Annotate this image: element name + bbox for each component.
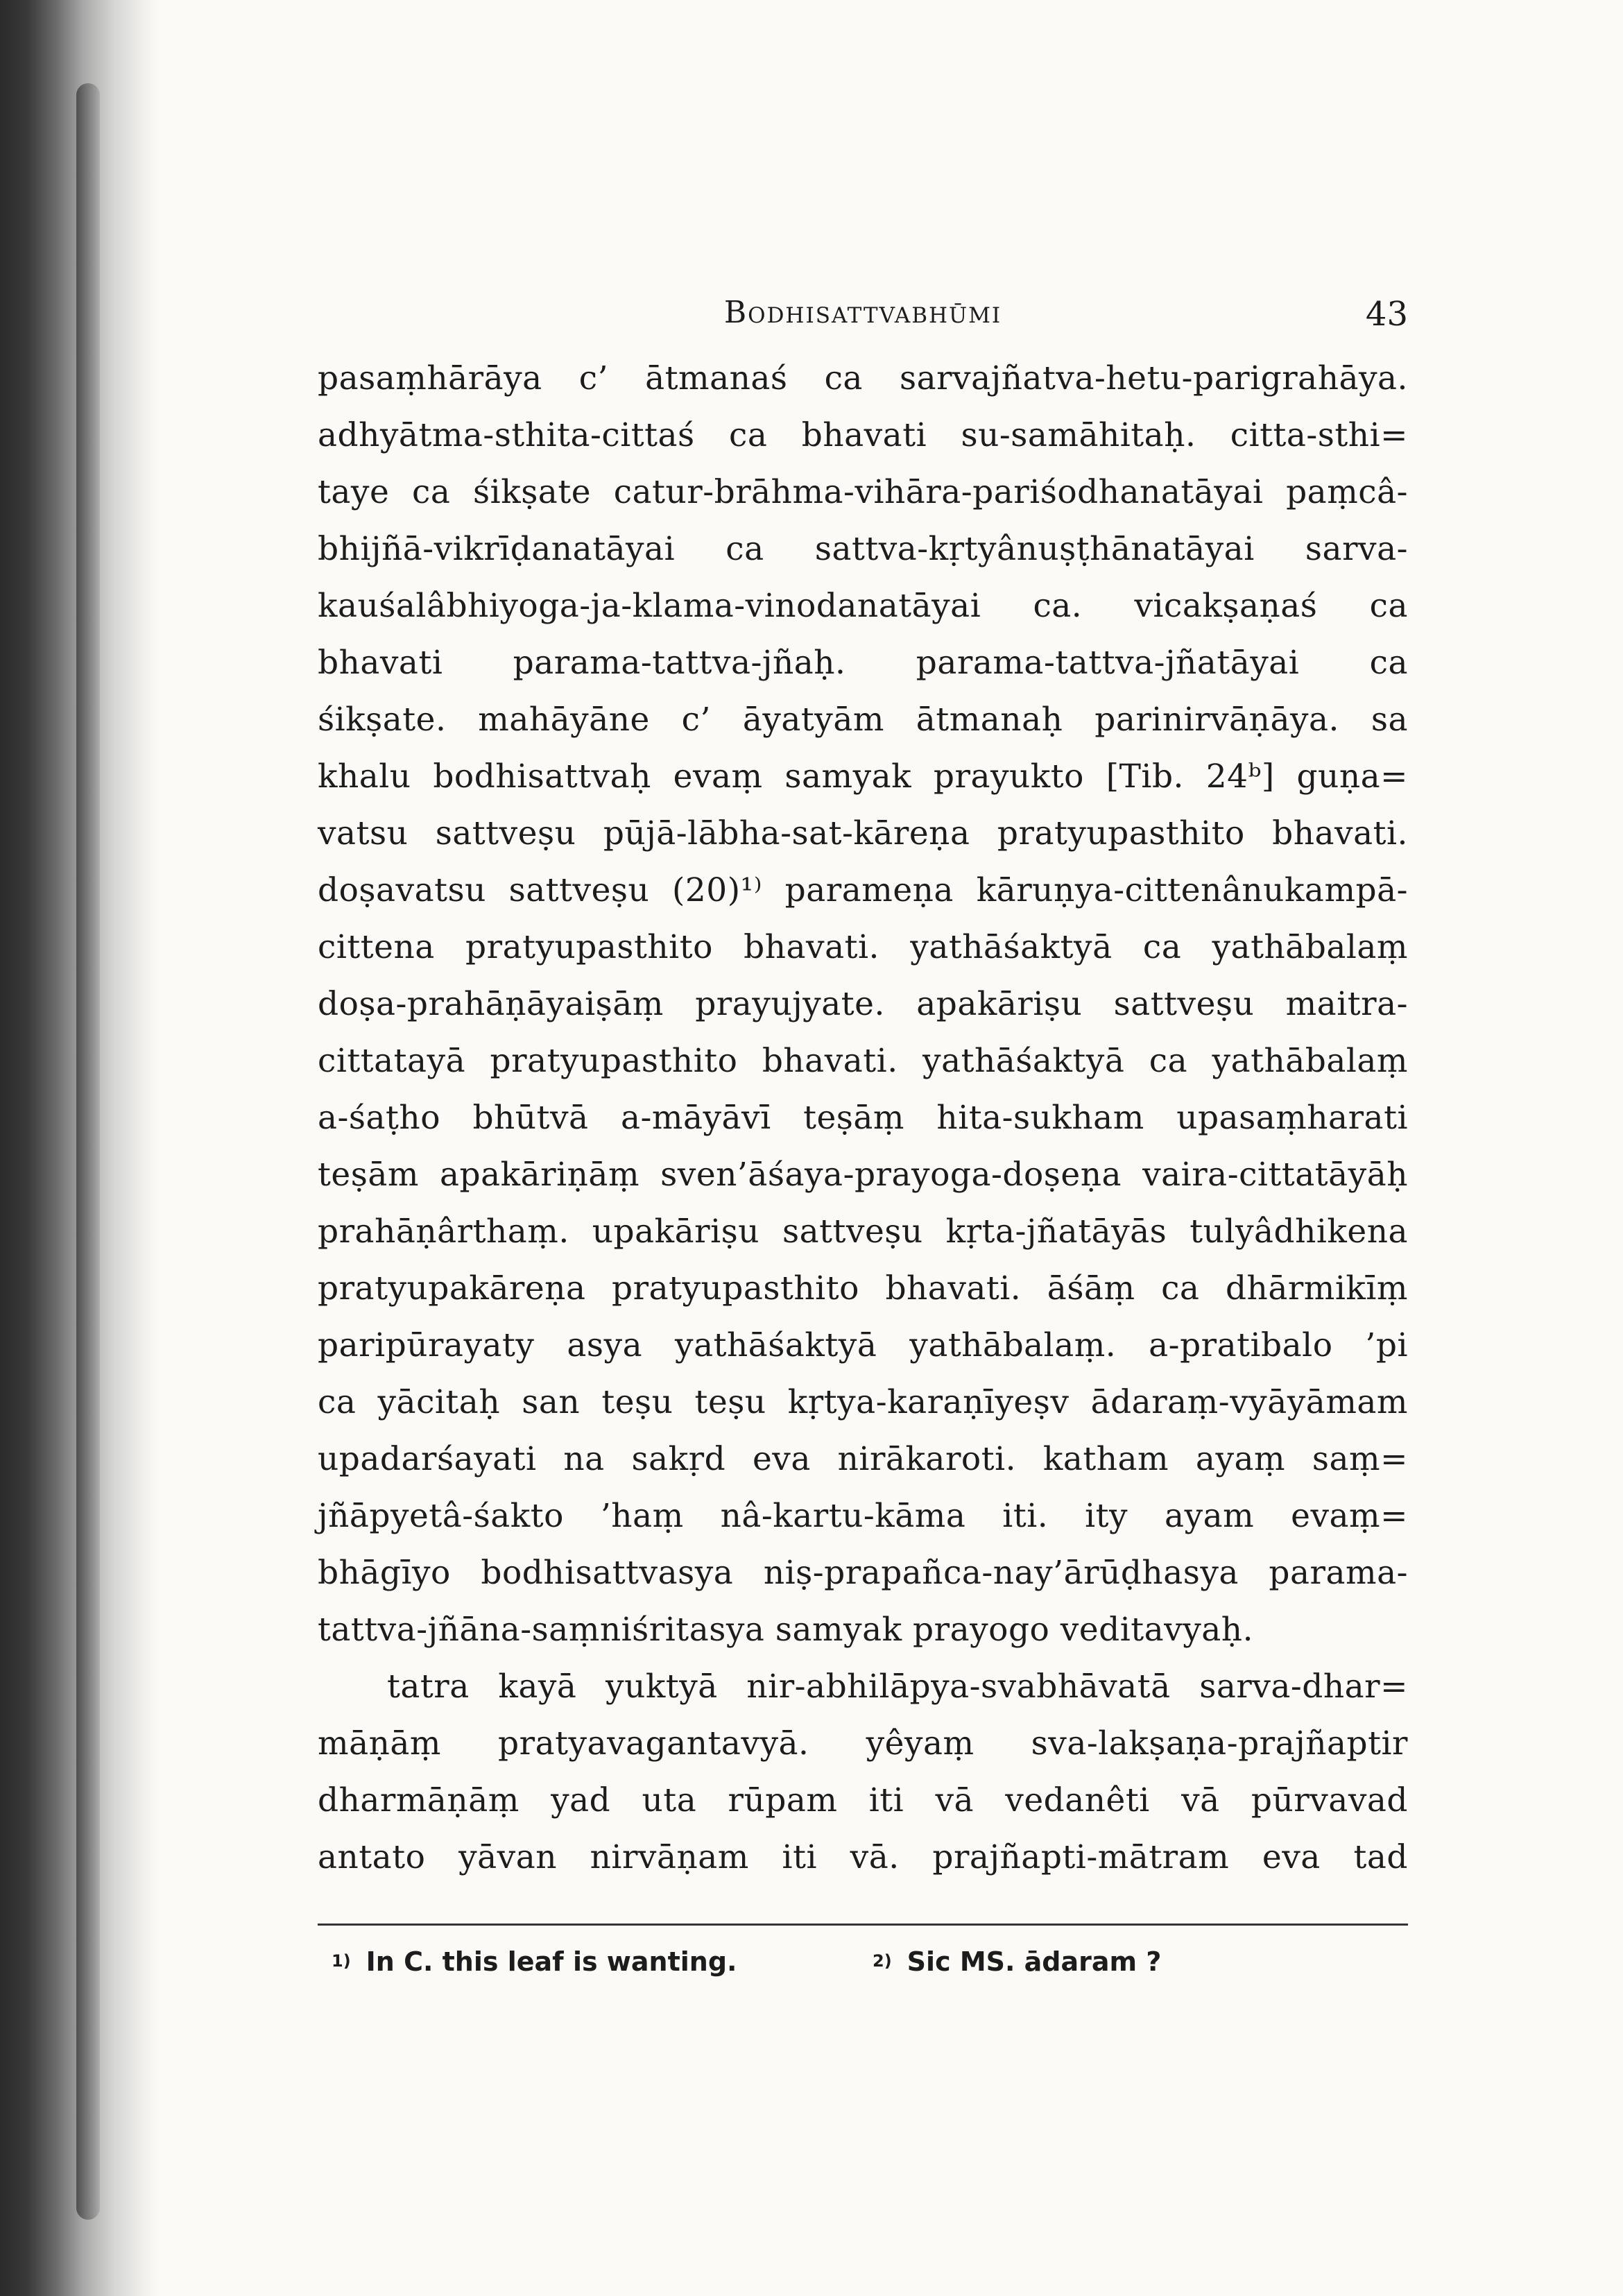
text-line: śikṣate. mahāyāne c’ āyatyām ātmanaḥ parinirvāṇāya. sa xyxy=(318,701,1408,739)
footnote-marker: 2) xyxy=(873,1951,892,1971)
binding-gutter xyxy=(76,83,100,2220)
text-line: tattva-jñāna-saṃniśritasya samyak prayogo veditavyaḥ. xyxy=(318,1611,1254,1649)
text-line: khalu bodhisattvaḥ evaṃ samyak prayukto [Tib. 24ᵇ] guṇa= xyxy=(318,757,1408,796)
footnote xyxy=(873,1946,1161,1977)
page-number: 43 xyxy=(1365,295,1408,334)
text-line: antato yāvan nirvāṇam iti vā. prajñapti-mātram eva tad xyxy=(318,1838,1408,1876)
text-line: kauśalâbhiyoga-ja-klama-vinodanatāyai ca. vicakṣaṇaś ca xyxy=(318,587,1408,625)
footnote-text: In C. this leaf is wanting. xyxy=(366,1946,737,1977)
text-line: jñāpyetâ-śakto ’haṃ nâ-kartu-kāma iti. ity ayam evaṃ= xyxy=(318,1497,1408,1535)
footnotes xyxy=(318,1946,1408,1995)
text-line: ca yācitaḥ san teṣu teṣu kṛtya-karaṇīyeṣv ādaraṃ-vyāyāmam xyxy=(318,1383,1408,1421)
text-line: doṣavatsu sattveṣu (20)¹⁾ parameṇa kāruṇya-cittenânukampā- xyxy=(318,871,1408,909)
text-line: teṣām apakāriṇāṃ sven’āśaya-prayoga-doṣeṇa vaira-cittatāyāḥ xyxy=(318,1156,1408,1194)
text-line: pratyupakāreṇa pratyupasthito bhavati. āśāṃ ca dhārmikīṃ xyxy=(318,1269,1408,1308)
text-line: cittatayā pratyupasthito bhavati. yathāśaktyā ca yathābalaṃ xyxy=(318,1042,1408,1080)
text-line: prahāṇârthaṃ. upakāriṣu sattveṣu kṛta-jñatāyās tulyâdhikena xyxy=(318,1213,1408,1251)
text-line: doṣa-prahāṇāyaiṣāṃ prayujyate. apakāriṣu sattveṣu maitra- xyxy=(318,985,1408,1023)
running-head xyxy=(318,295,1408,350)
text-line: pasaṃhārāya c’ ātmanaś ca sarvajñatva-hetu-parigrahāya. xyxy=(318,359,1408,397)
book-page xyxy=(318,295,1408,1995)
footnote-marker: 1) xyxy=(332,1951,351,1971)
text-line: dharmāṇāṃ yad uta rūpam iti vā vedanêti vā pūrvavad xyxy=(318,1781,1408,1819)
text-line: bhijñā-vikrīḍanatāyai ca sattva-kṛtyânuṣṭhānatāyai sarva- xyxy=(318,530,1408,568)
text-line: a-śaṭho bhūtvā a-māyāvī teṣāṃ hita-sukham upasaṃharati xyxy=(318,1099,1408,1137)
footnote xyxy=(332,1946,737,1977)
text-line: bhāgīyo bodhisattvasya niṣ-prapañca-nay’ārūḍhasya parama- xyxy=(318,1554,1408,1592)
text-line: bhavati parama-tattva-jñaḥ. parama-tattva-jñatāyai ca xyxy=(318,644,1408,682)
text-line: paripūrayaty asya yathāśaktyā yathābalaṃ. a-pratibalo ’pi xyxy=(318,1326,1408,1364)
footnote-text: Sic MS. ādaram ? xyxy=(907,1946,1162,1977)
footnote-rule xyxy=(318,1924,1408,1926)
text-line: adhyātma-sthita-cittaś ca bhavati su-samāhitaḥ. citta-sthi= xyxy=(318,416,1408,454)
text-line: vatsu sattveṣu pūjā-lābha-sat-kāreṇa pratyupasthito bhavati. xyxy=(318,814,1408,853)
body-text xyxy=(318,350,1408,1886)
text-line: upadarśayati na sakṛd eva nirākaroti. katham ayaṃ saṃ= xyxy=(318,1440,1408,1478)
text-line: māṇāṃ pratyavagantavyā. yêyaṃ sva-lakṣaṇa-prajñaptir xyxy=(318,1724,1408,1763)
text-line: cittena pratyupasthito bhavati. yathāśaktyā ca yathābalaṃ xyxy=(318,928,1408,966)
text-line: tatra kayā yuktyā nir-abhilāpya-svabhāvatā sarva-dhar= xyxy=(387,1668,1408,1706)
running-title: Bodhisattvabhūmi xyxy=(723,295,1002,330)
text-line: taye ca śikṣate catur-brāhma-vihāra-pariśodhanatāyai paṃcâ- xyxy=(318,473,1408,511)
